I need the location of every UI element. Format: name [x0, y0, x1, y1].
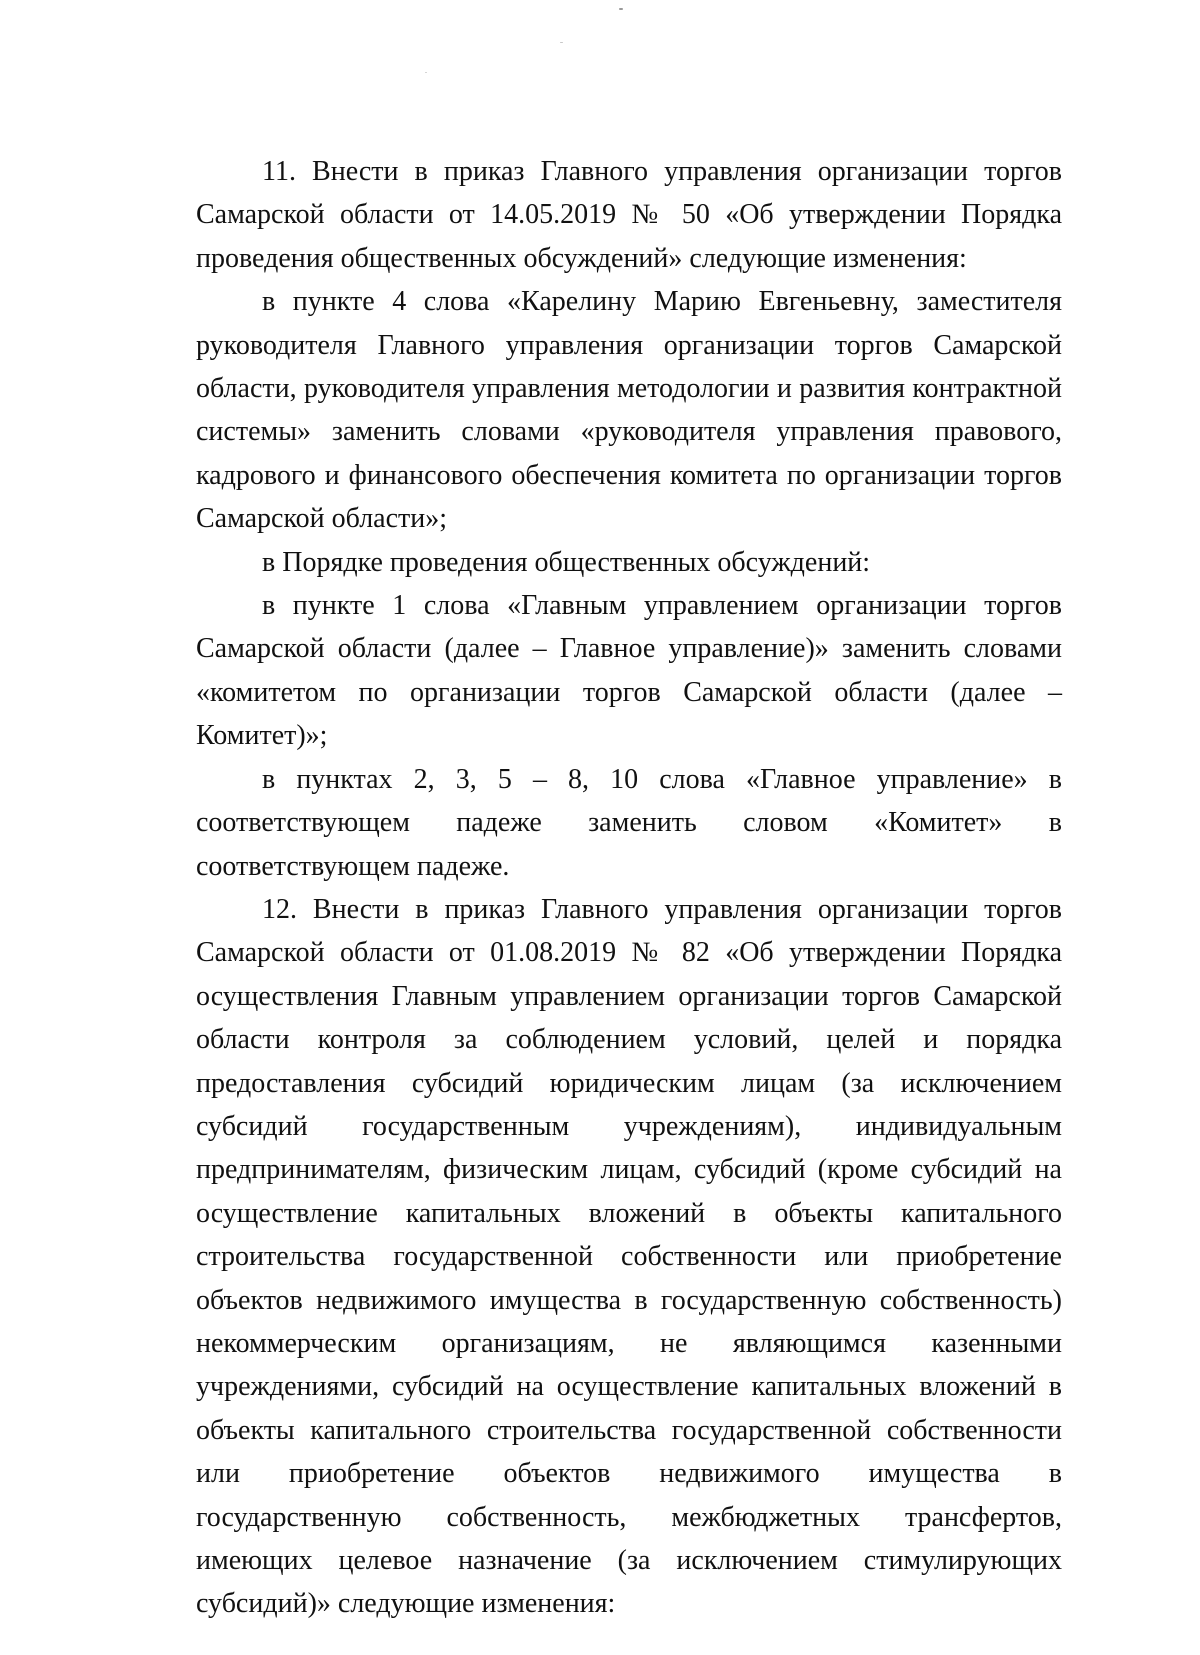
document-body [196, 150, 1062, 1626]
scan-artifact [560, 42, 563, 43]
paragraph-procedure-heading: в Порядке проведения общественных обсуждений: [262, 546, 871, 578]
scan-artifact [619, 8, 623, 10]
paragraph-point-4-change: в пункте 4 слова «Карелину Марию Евгеньевну, заместителя руководителя Главного управления организации торгов Самарской области, руководителя управления методологии и развития контрактной системы» заменить словами «руководителя управления правового, кадрового и финансового обеспечения комитета по организации торгов Самарской области»; [196, 286, 1062, 535]
paragraph-item-11: 11. Внести в приказ Главного управления организации торгов Самарской области от 14.05.2019 № 50 «Об утверждении Порядка проведения общественных обсуждений» следующие изменения: [196, 156, 1062, 274]
paragraph-point-1-change: в пункте 1 слова «Главным управлением организации торгов Самарской области (далее – Главное управление)» заменить словами «комитетом по организации торгов Самарской области (далее – Комитет)»; [196, 590, 1062, 752]
scan-artifact [425, 72, 427, 73]
paragraph-item-12: 12. Внести в приказ Главного управления организации торгов Самарской области от 01.08.2019 № 82 «Об утверждении Порядка осуществления Главным управлением организации торгов Самарской области контроля за соблюдением условий, целей и порядка предоставления субсидий юридическим лицам (за исключением субсидий государственным учреждениям), индивидуальным предпринимателям, физическим лицам, субсидий (кроме субсидий на осуществление капитальных вложений в объекты капитального строительства государственной собственности или приобретение объектов недвижимого имущества в государственную собственность) некоммерческим организациям, не являющимся казенными учреждениями, субсидий на осуществление капитальных вложений в объекты капитального строительства государственной собственности или приобретение объектов недвижимого имущества в государственную собственность, межбюджетных трансфертов, имеющих целевое назначение (за исключением стимулирующих субсидий)» следующие изменения: [196, 893, 1062, 1620]
paragraph-points-2-10-change: в пунктах 2, 3, 5 – 8, 10 слова «Главное управление» в соответствующем падеже заменить словом «Комитет» в соответствующем падеже. [196, 763, 1062, 882]
